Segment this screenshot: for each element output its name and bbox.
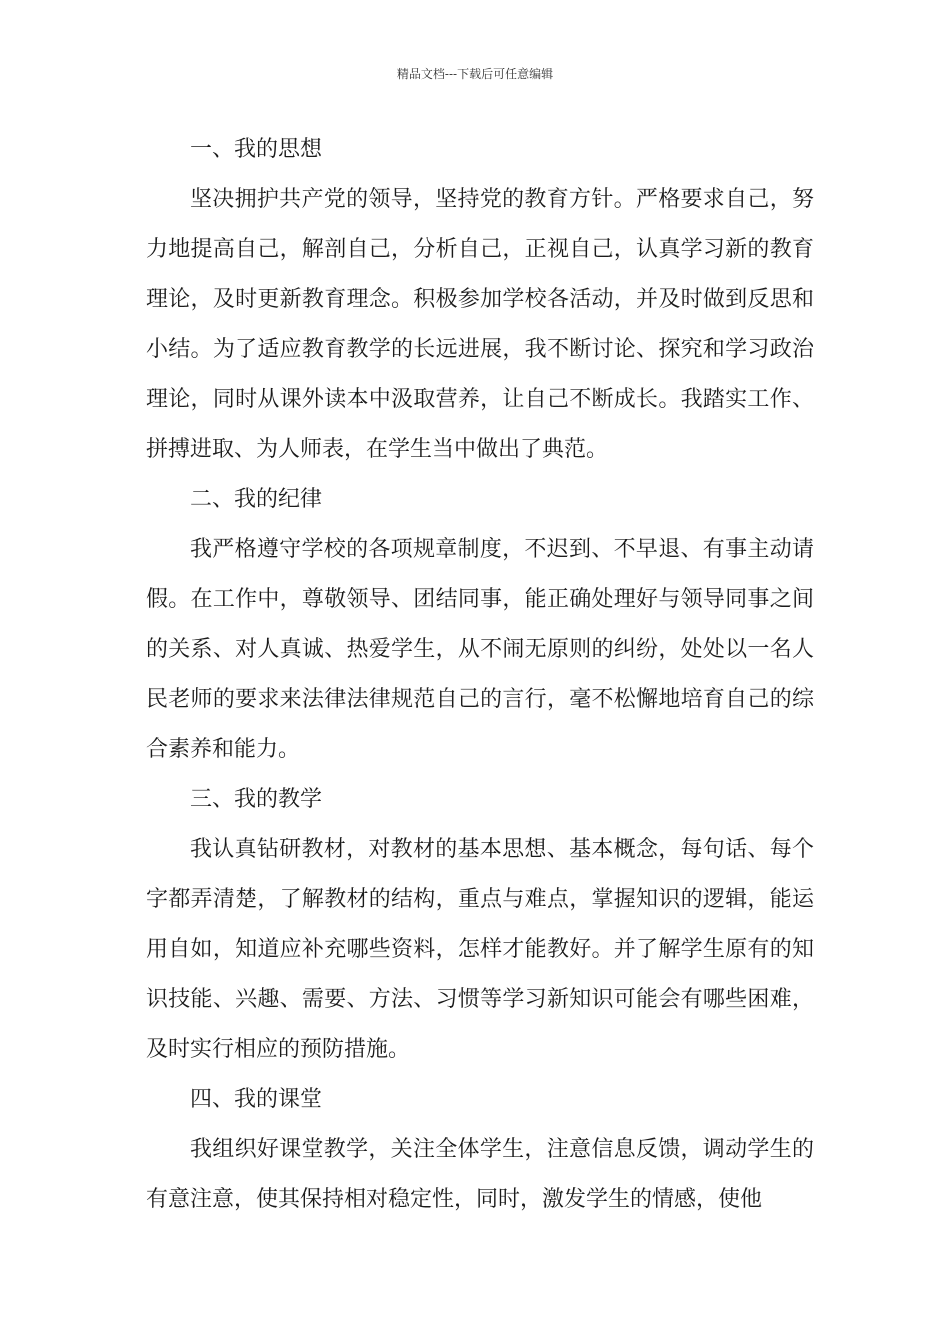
- section-heading: 三、我的教学: [190, 787, 323, 812]
- section-heading: 四、我的课堂: [190, 1087, 323, 1112]
- section-paragraph: 我严格遵守学校的各项规章制度，不迟到、不早退、有事主动请假。在工作中，尊敬领导、团结同事，能正确处理好与领导同事之间的关系、对人真诚、热爱学生，从不闹无原则的纠纷，处处以一名人民老师的要求来法律法律规范自己的言行，毫不松懈地培育自己的综合素养和能力。: [146, 537, 814, 762]
- section-heading: 一、我的思想: [190, 137, 323, 162]
- section-heading: 二、我的纪律: [190, 487, 323, 512]
- section-paragraph: 我组织好课堂教学，关注全体学生，注意信息反馈，调动学生的有意注意，使其保持相对稳定性，同时，激发学生的情感，使他: [146, 1137, 814, 1212]
- section-paragraph: 我认真钻研教材，对教材的基本思想、基本概念，每句话、每个字都弄清楚，了解教材的结构，重点与难点，掌握知识的逻辑，能运用自如，知道应补充哪些资料，怎样才能教好。并了解学生原有的知识技能、兴趣、需要、方法、习惯等学习新知识可能会有哪些困难，及时实行相应的预防措施。: [146, 837, 814, 1062]
- section-classroom: [146, 1075, 814, 1225]
- section-paragraph: 坚决拥护共产党的领导，坚持党的教育方针。严格要求自己，努力地提高自己，解剖自己，分析自己，正视自己，认真学习新的教育理论，及时更新教育理念。积极参加学校各活动，并及时做到反思和小结。为了适应教育教学的长远进展，我不断讨论、探究和学习政治理论，同时从课外读本中汲取营养，让自己不断成长。我踏实工作、拼搏进取、为人师表，在学生当中做出了典范。: [146, 187, 814, 462]
- page-header: 精品文档---下载后可任意编辑: [396, 67, 554, 81]
- section-discipline: [146, 475, 814, 775]
- document-body: [146, 125, 814, 1225]
- section-thought: [146, 125, 814, 475]
- section-teaching: [146, 775, 814, 1075]
